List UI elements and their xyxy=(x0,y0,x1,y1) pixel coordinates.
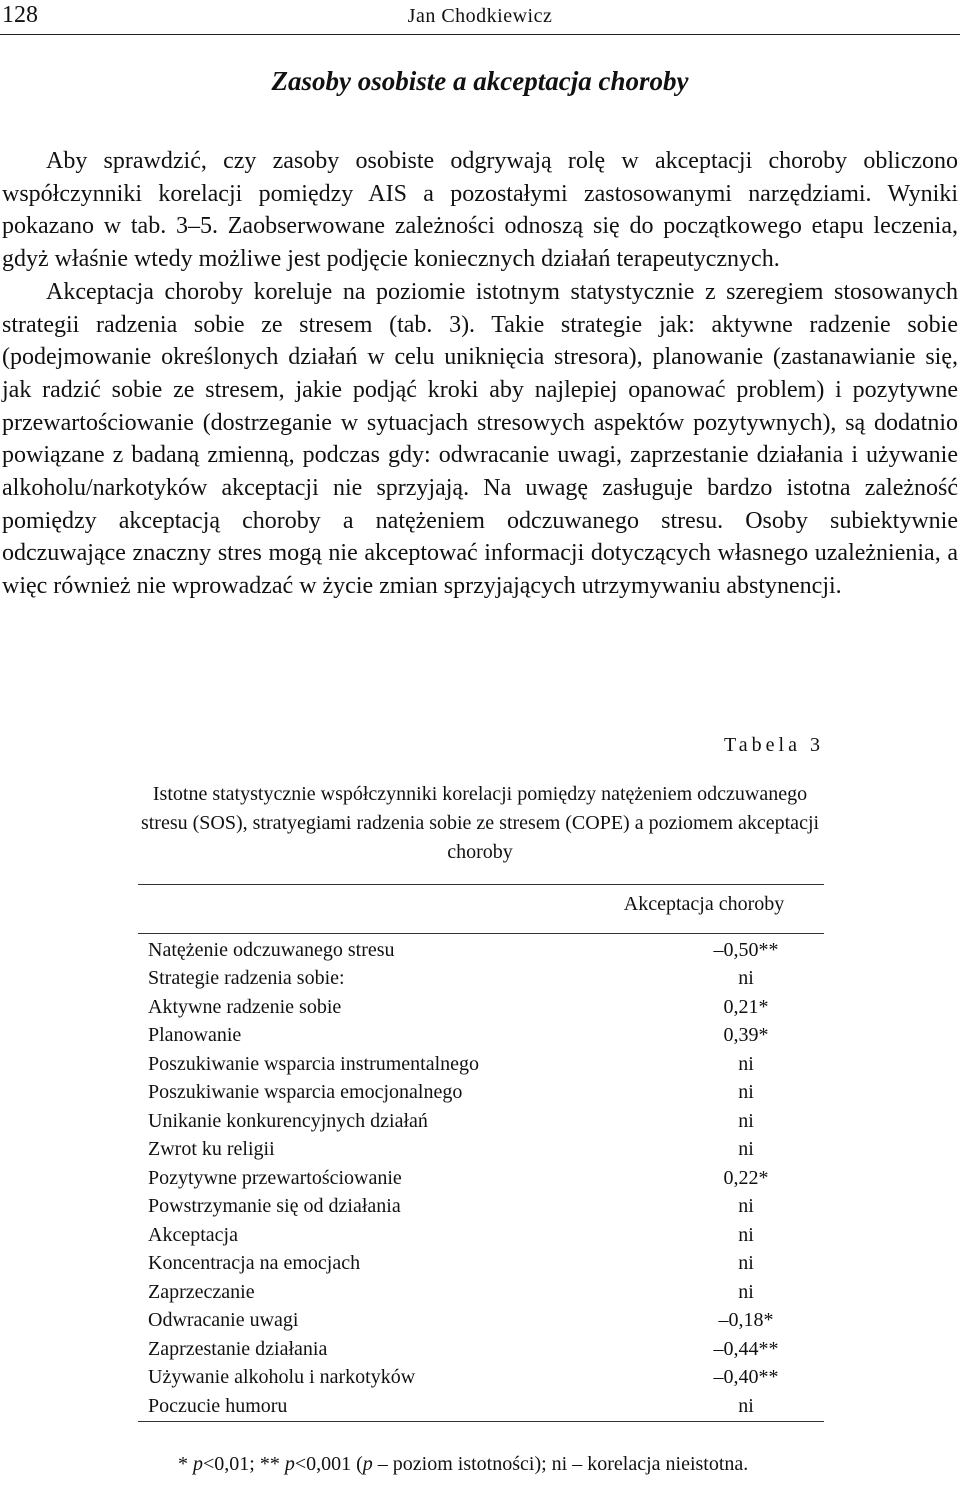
row-value: 0,21* xyxy=(723,995,769,1018)
row-value: ni xyxy=(738,1052,754,1075)
correlation-table xyxy=(138,884,824,1422)
table-footnote: * p<0,01; ** p<0,001 (p – poziom istotności); ni – korelacja nieistotna. xyxy=(178,1453,749,1475)
row-value: ni xyxy=(738,1252,754,1275)
column-header: Akceptacja choroby xyxy=(623,893,785,915)
table-row xyxy=(138,936,824,965)
row-value: ni xyxy=(738,1394,754,1417)
row-value: ni xyxy=(738,1280,754,1303)
table-caption: Istotne statystycznie współczynniki korelacji pomiędzy natężeniem odczuwanego stresu (SOS), stratyegiami radzenia sobie ze stresem (COPE) a poziomem akceptacji choroby xyxy=(140,783,820,863)
row-label: Odwracanie uwagi xyxy=(148,1309,299,1332)
header-rule xyxy=(0,34,960,35)
table-row xyxy=(138,1079,824,1108)
section-title: Zasoby osobiste a akceptacja choroby xyxy=(271,66,689,96)
table-row xyxy=(138,1392,824,1421)
row-value: ni xyxy=(738,1223,754,1246)
running-author: Jan Chodkiewicz xyxy=(407,5,553,27)
table-row xyxy=(138,1278,824,1307)
row-label: Zwrot ku religii xyxy=(148,1138,275,1161)
table-row xyxy=(138,1335,824,1364)
table-header-row xyxy=(138,885,824,933)
row-label: Zaprzestanie działania xyxy=(148,1337,328,1360)
page-number: 128 xyxy=(2,2,38,28)
table-row xyxy=(138,1107,824,1136)
table-row xyxy=(138,1193,824,1222)
table-row xyxy=(138,1050,824,1079)
table-row xyxy=(138,1136,824,1165)
table-row xyxy=(138,1164,824,1193)
row-label: Poczucie humoru xyxy=(148,1394,288,1417)
row-label: Strategie radzenia sobie: xyxy=(148,967,345,990)
body-text xyxy=(2,145,958,603)
row-value: ni xyxy=(738,1109,754,1132)
row-label: Powstrzymanie się od działania xyxy=(148,1195,401,1218)
row-label: Poszukiwanie wsparcia emocjonalnego xyxy=(148,1081,463,1104)
table-row xyxy=(138,1364,824,1393)
row-label: Używanie alkoholu i narkotyków xyxy=(148,1366,416,1389)
table-row xyxy=(138,1307,824,1336)
running-header xyxy=(0,0,960,36)
row-label: Poszukiwanie wsparcia instrumentalnego xyxy=(148,1052,480,1075)
row-value: ni xyxy=(738,1138,754,1161)
row-label: Planowanie xyxy=(148,1024,242,1047)
table-row xyxy=(138,1022,824,1051)
row-value: ni xyxy=(738,1195,754,1218)
row-value: 0,39* xyxy=(723,1024,769,1047)
row-label: Aktywne radzenie sobie xyxy=(148,995,342,1018)
row-value: 0,22* xyxy=(723,1166,769,1189)
row-label: Koncentracja na emocjach xyxy=(148,1252,361,1275)
row-label: Zaprzeczanie xyxy=(148,1280,255,1303)
table-row xyxy=(138,1250,824,1279)
row-label: Pozytywne przewartościowanie xyxy=(148,1166,402,1189)
table-label: Tabela 3 xyxy=(723,734,824,756)
row-value: –0,40** xyxy=(713,1366,779,1389)
row-label: Akceptacja xyxy=(148,1223,238,1246)
row-value: –0,44** xyxy=(713,1337,779,1360)
row-label: Unikanie konkurencyjnych działań xyxy=(148,1109,428,1132)
table-bottom-rule xyxy=(138,1421,824,1422)
table-row xyxy=(138,993,824,1022)
paragraph: Akceptacja choroby koreluje na poziomie istotnym statystycznie z szeregiem stosowanych strategii radzenia sobie ze stresem (tab. 3). Takie strategie jak: aktywne radzenie sobie (podejmowanie określonych działań w celu uniknięcia stresora), planowanie (zastanawianie się, jak radzić sobie ze stresem, jakie podjąć kroki aby najlepiej opanować problem) i pozytywne przewartościowanie (dostrzeganie w sytuacjach stresowych aspektów pozytywnych), są dodatnio powiązane z badaną zmienną, podczas gdy: odwracanie uwagi, zaprzestanie działania i używanie alkoholu/narkotyków akceptacji nie sprzyjają. Na uwagę zasługuje bardzo istotna zależność pomiędzy akceptacją choroby a natężeniem odczuwanego stresu. Osoby subiektywnie odczuwające znaczny stres mogą nie akceptować informacji dotyczących własnego uzależnienia, a więc również nie wprowadzać w życie zmian sprzyjających utrzymywaniu abstynencji. xyxy=(2,278,958,600)
row-value: –0,50** xyxy=(713,938,779,961)
row-value: –0,18* xyxy=(718,1309,774,1332)
table-row xyxy=(138,1221,824,1250)
row-value: ni xyxy=(738,1081,754,1104)
table-row xyxy=(138,965,824,994)
row-value: ni xyxy=(738,967,754,990)
table-body xyxy=(138,934,824,1421)
row-label: Natężenie odczuwanego stresu xyxy=(148,938,395,961)
paragraph: Aby sprawdzić, czy zasoby osobiste odgrywają rolę w akceptacji choroby obliczono współczynniki korelacji pomiędzy AIS a pozostałymi zastosowanymi narzędziami. Wyniki pokazano w tab. 3–5. Zaobserwowane zależności odnoszą się do początkowego etapu leczenia, gdyż właśnie wtedy możliwe jest podjęcie koniecznych działań terapeutycznych. xyxy=(2,148,958,273)
